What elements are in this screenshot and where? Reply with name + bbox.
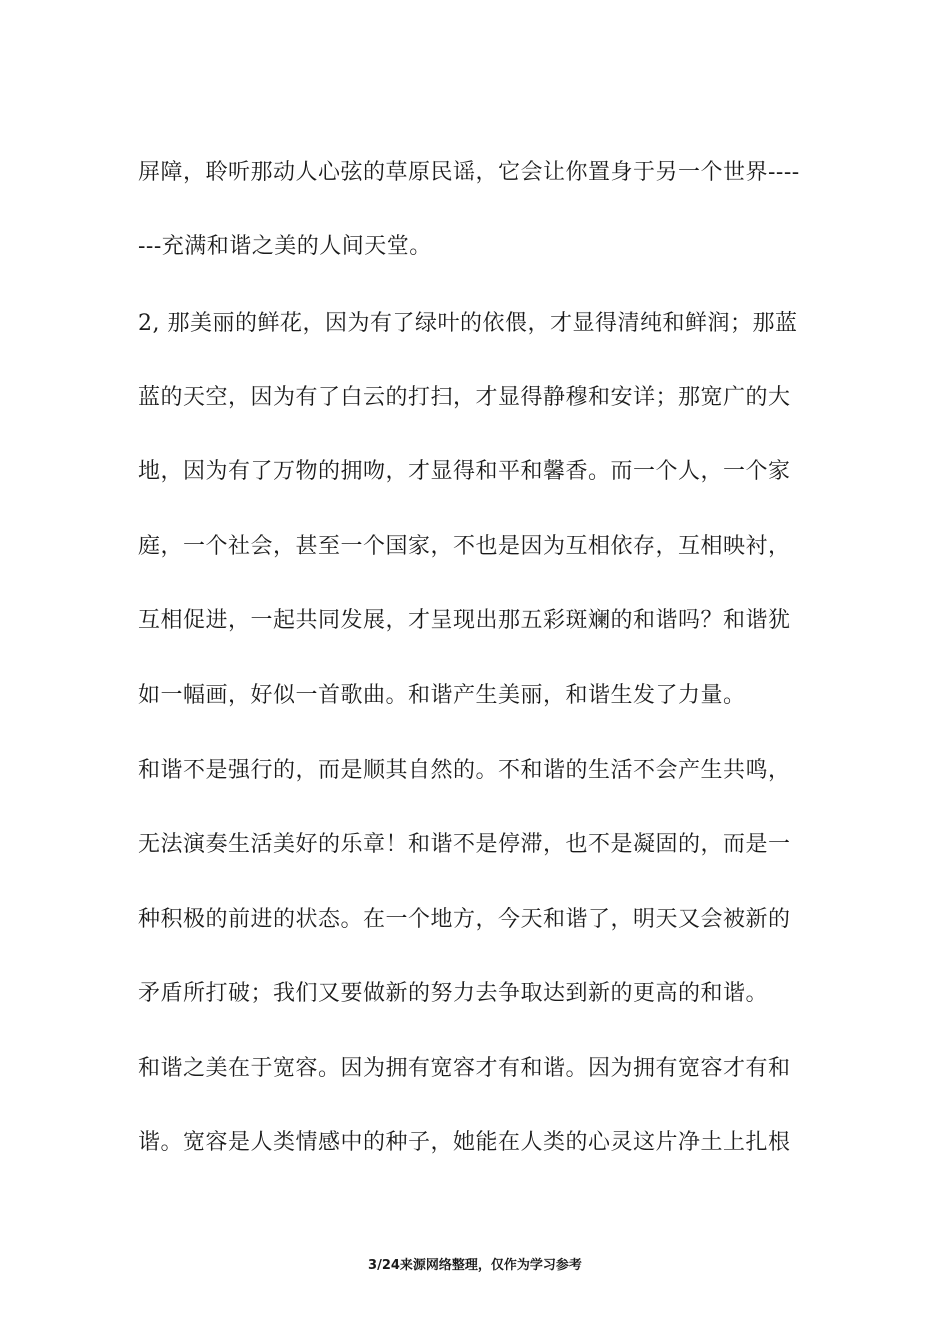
text-line: 无法演奏生活美好的乐章！和谐不是停滞，也不是凝固的，而是一 xyxy=(138,832,791,857)
text-line: 和谐不是强行的，而是顺其自然的。不和谐的生活不会产生共鸣， xyxy=(138,758,791,783)
text-line: 如一幅画，好似一首歌曲。和谐产生美丽，和谐生发了力量。 xyxy=(138,683,746,708)
text-line: 2, 那美丽的鲜花，因为有了绿叶的依偎，才显得清纯和鲜润；那蓝 xyxy=(138,311,798,336)
text-line: 蓝的天空，因为有了白云的打扫，才显得静穆和安详；那宽广的大 xyxy=(138,385,791,410)
text-line: 庭，一个社会，甚至一个国家，不也是因为互相依存，互相映衬， xyxy=(138,534,791,559)
page-footer: 3/24来源网络整理，仅作为学习参考 xyxy=(368,1258,582,1273)
text-line: 种积极的前进的状态。在一个地方，今天和谐了，明天又会被新的 xyxy=(138,907,791,932)
text-line: 矛盾所打破；我们又要做新的努力去争取达到新的更高的和谐。 xyxy=(138,981,769,1006)
text-line: 谐。宽容是人类情感中的种子，她能在人类的心灵这片净土上扎根 xyxy=(138,1130,791,1155)
text-line: ---充满和谐之美的人间天堂。 xyxy=(138,234,432,259)
text-line: 互相促进，一起共同发展，才呈现出那五彩斑斓的和谐吗？和谐犹 xyxy=(138,608,791,633)
text-line: 屏障，聆听那动人心弦的草原民谣，它会让你置身于另一个世界---- xyxy=(138,160,800,185)
text-line: 地，因为有了万物的拥吻，才显得和平和馨香。而一个人，一个家 xyxy=(138,459,791,484)
text-line: 和谐之美在于宽容。因为拥有宽容才有和谐。因为拥有宽容才有和 xyxy=(138,1056,791,1081)
